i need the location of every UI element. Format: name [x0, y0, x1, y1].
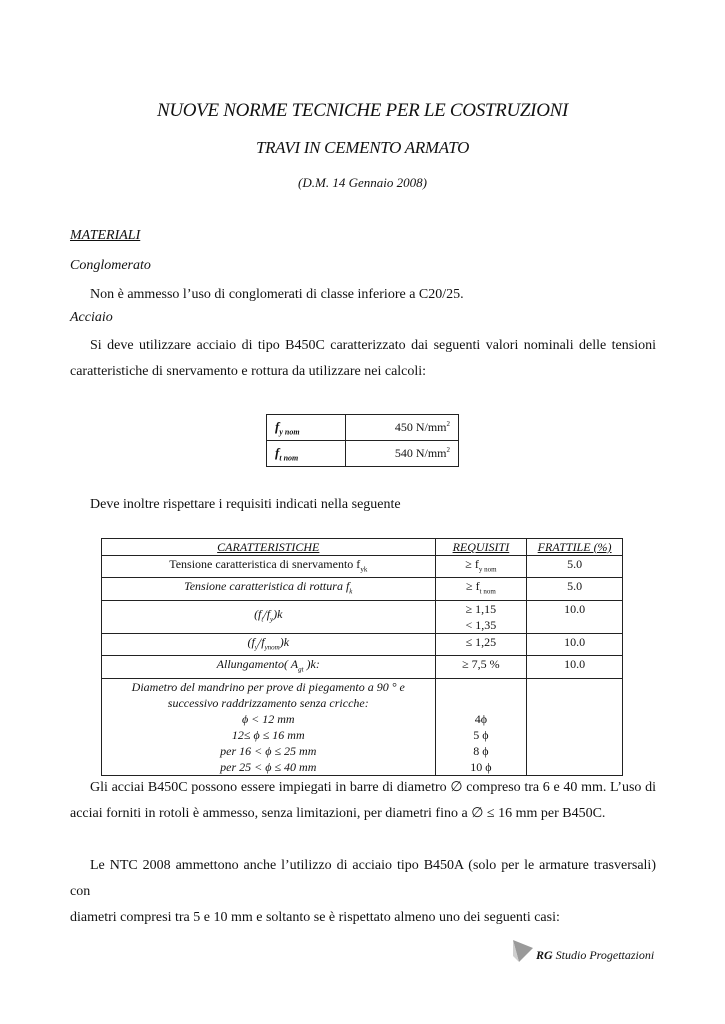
document-title: NUOVE NORME TECNICHE PER LE COSTRUZIONI: [156, 100, 569, 121]
concrete-paragraph: [70, 282, 656, 308]
requirements-table: [101, 538, 623, 776]
decree-reference: (D.M. 14 Gennaio 2008): [298, 175, 427, 190]
ntc-paragraph: Le NTC 2008 ammettono anche l’utilizzo di acciaio tipo B450A (solo per le armature trasversali) con diametri compresi tra 5 e 10 mm e soltanto se è rispettato almeno uno dei seguenti casi:: [70, 858, 656, 925]
table-row: Tensione caratteristica di snervamento $f_{yk}$ ≥ $f_{y nom}$ 5.0: [102, 556, 623, 578]
table-row: $(f_t/f_y)k$ ≥ 1,15 < 1,35 10.0: [102, 600, 623, 633]
section-heading-materials: MATERIALI: [70, 228, 141, 243]
steel-paragraph: [70, 333, 656, 385]
steel-text-line1: Si deve utilizzare acciaio di tipo B450C caratterizzato dai seguenti valori nominali delle tensioni: [90, 338, 656, 353]
table-row: Tensione caratteristica di rottura $f_k$ ≥ $f_{t nom}$ 5.0: [102, 578, 623, 600]
concrete-subheading: Conglomerato: [70, 258, 151, 273]
steel-subheading: Acciaio: [70, 310, 113, 325]
nominal-values-table: [266, 414, 459, 467]
table-row: $f_{y nom}$ 450 $N/mm^2$: [267, 415, 459, 441]
table-row: $f_{t nom}$ 540 $N/mm^2$: [267, 441, 459, 467]
document-subtitle: TRAVI IN CEMENTO ARMATO: [255, 138, 470, 157]
table-row: Allungamento( $A_{gt}$ )k: ≥ 7,5 % 10.0: [102, 656, 623, 678]
table-header-row: CARATTERISTICHE REQUISITI FRATTILE (%): [102, 539, 623, 556]
footer-studio-name: RG Studio Progettazioni: [536, 948, 655, 962]
concrete-text: Non è ammesso l’uso di conglomerati di classe inferiore a C20/25.: [90, 287, 464, 302]
bars-paragraph: Gli acciai B450C possono essere impiegati in barre di diametro ∅ compreso tra 6 e 40 mm. L’uso di acciai forniti in rotoli è ammesso, senza limitazioni, per diametri fino a ∅ ≤ 16 mm per B450C.: [70, 780, 656, 821]
requirements-intro: Deve inoltre rispettare i requisiti indicati nella seguente: [90, 497, 401, 512]
table-row: $(f_y/f_{ynom})k$ ≤ 1,25 10.0: [102, 633, 623, 655]
table-row: Diametro del mandrino per prove di piegamento a 90 ° e successivo raddrizzamento senza cricche: ϕ < 12 mm 12≤ ϕ ≤ 16 mm per 16 < ϕ ≤ 25 mm per 25 < ϕ ≤ 40 mm 4ϕ 5 ϕ 8 ϕ 10 ϕ: [102, 678, 623, 775]
studio-logo-icon: [513, 940, 533, 962]
steel-text-line2: caratteristiche di snervamento e rottura da utilizzare nei calcoli:: [70, 364, 427, 379]
